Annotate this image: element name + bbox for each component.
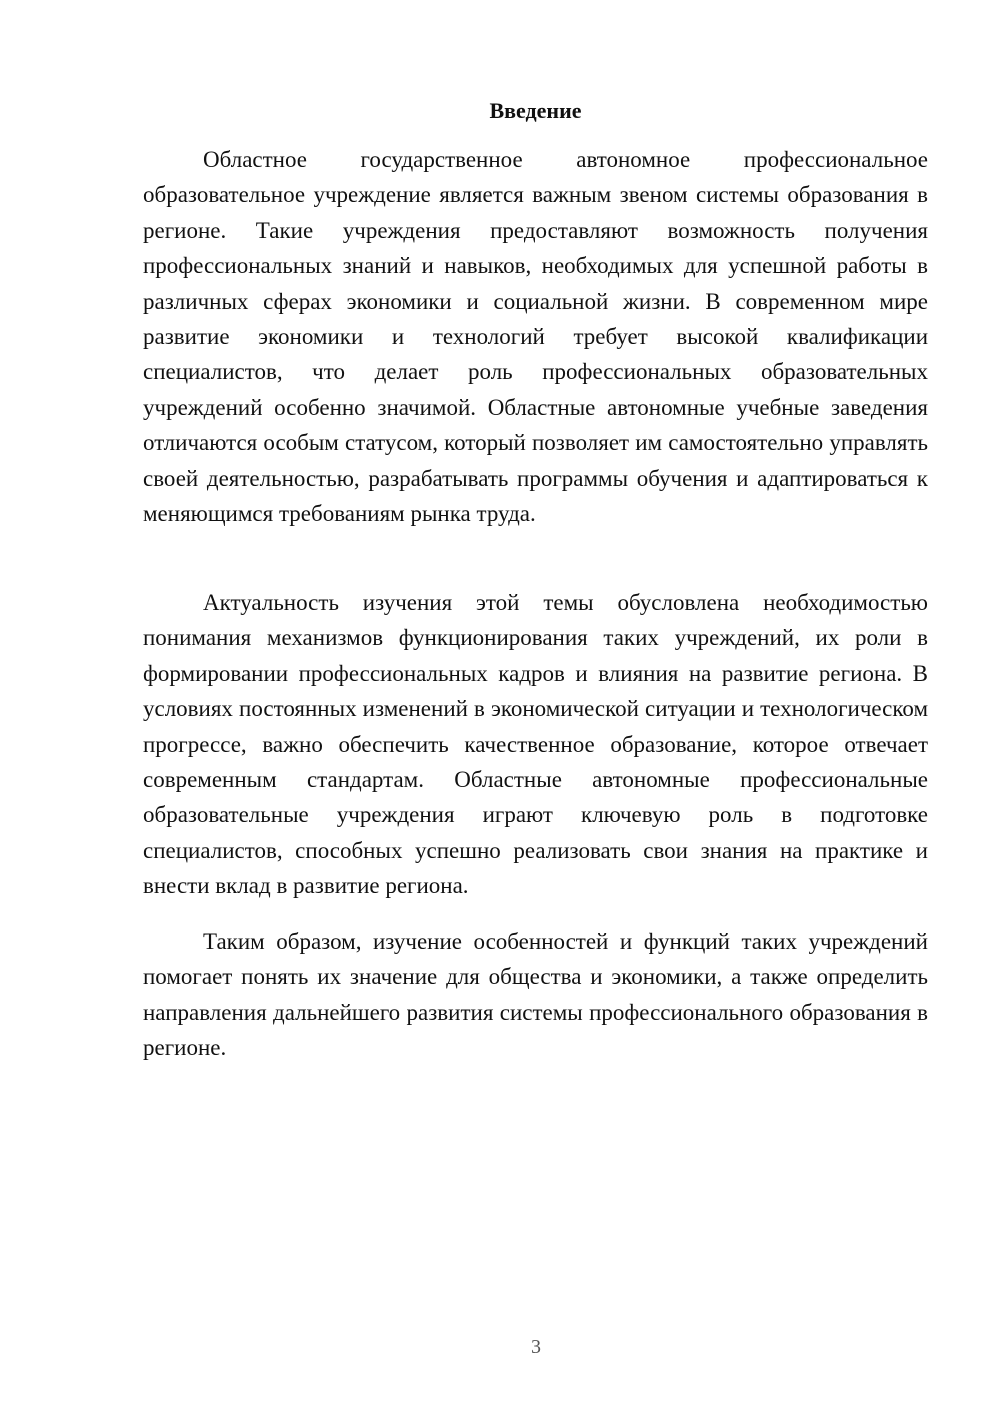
paragraph-1: Областное государственное автономное профессиональное образовательное учреждение является важным звеном системы образования в регионе. Такие учреждения предоставляют возможность получения профессиональных знаний и навыков, необходимых для успешной работы в различных сферах экономики и социальной жизни. В современном мире развитие экономики и технологий требует высокой квалификации специалистов, что делает роль профессиональных образовательных учреждений особенно значимой. Областные автономные учебные заведения отличаются особым статусом, который позволяет им самостоятельно управлять своей деятельностью, разрабатывать программы обучения и адаптироваться к меняющимся требованиям рынка труда. (143, 147, 928, 527)
paragraph-block (143, 585, 928, 904)
paragraph-3: Таким образом, изучение особенностей и функций таких учреждений помогает понять их значение для общества и экономики, а также определить направления дальнейшего развития системы профессионального образования в регионе. (143, 929, 928, 1061)
paragraph-block (143, 924, 928, 1066)
page-title: Введение (489, 98, 582, 123)
paragraph-2: Актуальность изучения этой темы обусловлена необходимостью понимания механизмов функционирования таких учреждений, их роли в формировании профессиональных кадров и влияния на развитие региона. В условиях постоянных изменений в экономической ситуации и технологическом прогрессе, важно обеспечить качественное образование, которое отвечает современным стандартам. Областные автономные профессиональные образовательные учреждения играют ключевую роль в подготовке специалистов, способных успешно реализовать свои знания на практике и внести вклад в развитие региона. (143, 590, 928, 899)
paragraph-block (143, 142, 928, 531)
page-number: 3 (531, 1336, 541, 1358)
